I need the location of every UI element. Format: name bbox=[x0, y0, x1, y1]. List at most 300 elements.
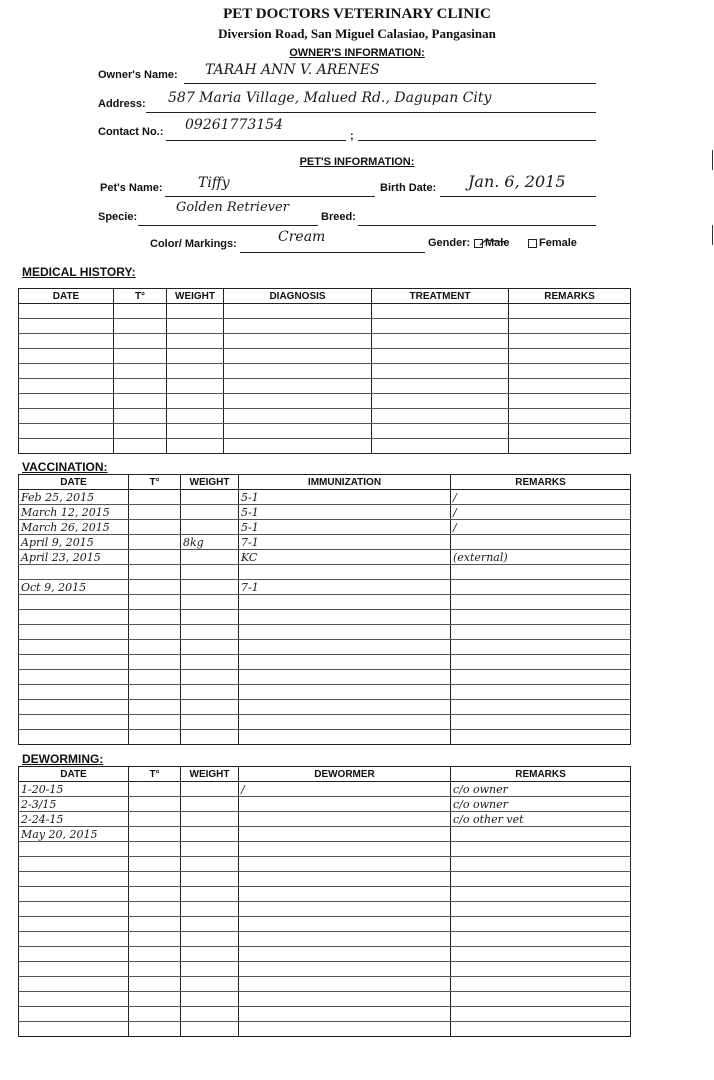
table-cell[interactable] bbox=[239, 932, 451, 947]
table-cell[interactable] bbox=[509, 319, 631, 334]
table-cell[interactable] bbox=[129, 730, 181, 745]
table-cell[interactable] bbox=[224, 394, 372, 409]
color-markings-label: Color/ Markings: bbox=[150, 238, 237, 250]
owner-section-title: OWNER'S INFORMATION: bbox=[289, 47, 425, 59]
specie-line bbox=[138, 225, 318, 226]
table-cell[interactable] bbox=[372, 304, 509, 319]
table-row bbox=[19, 349, 631, 364]
table-cell[interactable] bbox=[129, 932, 181, 947]
table-cell[interactable] bbox=[451, 887, 631, 902]
deworming-table bbox=[18, 766, 631, 1037]
table-cell[interactable] bbox=[181, 977, 239, 992]
table-cell[interactable] bbox=[239, 797, 451, 812]
table-cell[interactable] bbox=[167, 409, 224, 424]
table-cell[interactable]: / bbox=[451, 520, 631, 535]
table-cell[interactable] bbox=[224, 439, 372, 454]
table-cell[interactable] bbox=[451, 902, 631, 917]
table-cell[interactable] bbox=[19, 857, 129, 872]
table-cell[interactable] bbox=[114, 409, 167, 424]
table-cell[interactable] bbox=[129, 550, 181, 565]
table-cell[interactable] bbox=[19, 902, 129, 917]
table-cell[interactable] bbox=[167, 424, 224, 439]
table-cell[interactable] bbox=[181, 595, 239, 610]
table-cell[interactable] bbox=[129, 655, 181, 670]
table-cell[interactable] bbox=[451, 595, 631, 610]
table-cell[interactable] bbox=[19, 319, 114, 334]
table-cell[interactable] bbox=[372, 364, 509, 379]
scan-edge-mark bbox=[712, 225, 713, 245]
table-cell[interactable] bbox=[181, 490, 239, 505]
table-cell[interactable] bbox=[181, 580, 239, 595]
table-cell[interactable] bbox=[19, 379, 114, 394]
table-cell[interactable] bbox=[181, 670, 239, 685]
table-cell[interactable] bbox=[181, 887, 239, 902]
table-cell[interactable] bbox=[129, 580, 181, 595]
owner-name-label: Owner's Name: bbox=[98, 69, 178, 81]
gender-male-label: Male bbox=[485, 237, 510, 249]
table-row bbox=[19, 962, 631, 977]
table-cell[interactable] bbox=[509, 409, 631, 424]
table-cell[interactable] bbox=[451, 977, 631, 992]
table-cell[interactable] bbox=[239, 992, 451, 1007]
table-cell[interactable] bbox=[451, 685, 631, 700]
table-cell[interactable] bbox=[239, 565, 451, 580]
table-cell[interactable] bbox=[239, 947, 451, 962]
vaccination-col-header: DATE bbox=[19, 475, 129, 490]
table-cell[interactable] bbox=[372, 409, 509, 424]
table-cell[interactable] bbox=[129, 715, 181, 730]
table-cell[interactable]: May 20, 2015 bbox=[19, 827, 129, 842]
table-cell[interactable] bbox=[114, 349, 167, 364]
table-cell[interactable] bbox=[167, 364, 224, 379]
table-cell[interactable]: 5-1 bbox=[239, 520, 451, 535]
table-cell[interactable] bbox=[451, 872, 631, 887]
table-cell[interactable] bbox=[181, 715, 239, 730]
table-cell[interactable] bbox=[19, 932, 129, 947]
address-label: Address: bbox=[98, 98, 146, 110]
deworming-col-header: WEIGHT bbox=[181, 767, 239, 782]
table-cell[interactable] bbox=[181, 947, 239, 962]
table-cell[interactable] bbox=[167, 349, 224, 364]
table-cell[interactable] bbox=[19, 730, 129, 745]
vaccination-header-row bbox=[19, 475, 631, 490]
table-cell[interactable] bbox=[451, 1007, 631, 1022]
table-row bbox=[19, 842, 631, 857]
table-cell[interactable] bbox=[19, 685, 129, 700]
table-cell[interactable] bbox=[129, 610, 181, 625]
table-cell[interactable]: 5-1 bbox=[239, 490, 451, 505]
table-cell[interactable] bbox=[114, 379, 167, 394]
table-cell[interactable] bbox=[509, 379, 631, 394]
owner-name-value: TARAH ANN V. ARENES bbox=[205, 62, 380, 78]
medical-history-col-header: TREATMENT bbox=[372, 289, 509, 304]
clinic-address: Diversion Road, San Miguel Calasiao, Pangasinan bbox=[218, 26, 496, 41]
table-cell[interactable] bbox=[181, 520, 239, 535]
table-cell[interactable] bbox=[181, 505, 239, 520]
table-cell[interactable] bbox=[19, 565, 129, 580]
table-cell[interactable]: / bbox=[451, 490, 631, 505]
table-cell[interactable] bbox=[19, 1022, 129, 1037]
table-cell[interactable] bbox=[239, 610, 451, 625]
table-cell[interactable] bbox=[181, 1022, 239, 1037]
table-cell[interactable]: 2-3/15 bbox=[19, 797, 129, 812]
table-cell[interactable] bbox=[181, 812, 239, 827]
table-cell[interactable] bbox=[181, 655, 239, 670]
medical-history-header-row bbox=[19, 289, 631, 304]
table-row bbox=[19, 334, 631, 349]
table-row bbox=[19, 610, 631, 625]
table-cell[interactable] bbox=[129, 872, 181, 887]
table-cell[interactable] bbox=[129, 1022, 181, 1037]
female-checkbox-icon[interactable] bbox=[528, 239, 537, 248]
table-row bbox=[19, 797, 631, 812]
deworming-col-header: REMARKS bbox=[451, 767, 631, 782]
table-cell[interactable] bbox=[239, 917, 451, 932]
table-cell[interactable] bbox=[129, 505, 181, 520]
table-cell[interactable] bbox=[451, 625, 631, 640]
table-cell[interactable] bbox=[451, 962, 631, 977]
table-cell[interactable] bbox=[129, 947, 181, 962]
table-cell[interactable] bbox=[181, 700, 239, 715]
table-cell[interactable] bbox=[19, 992, 129, 1007]
table-cell[interactable] bbox=[224, 379, 372, 394]
table-cell[interactable] bbox=[19, 977, 129, 992]
table-row bbox=[19, 520, 631, 535]
table-cell[interactable] bbox=[372, 334, 509, 349]
table-cell[interactable] bbox=[114, 364, 167, 379]
table-row bbox=[19, 887, 631, 902]
table-cell[interactable] bbox=[451, 827, 631, 842]
table-cell[interactable]: 7-1 bbox=[239, 535, 451, 550]
table-cell[interactable]: 1-20-15 bbox=[19, 782, 129, 797]
table-cell[interactable] bbox=[114, 424, 167, 439]
table-cell[interactable] bbox=[181, 962, 239, 977]
contact-line-1 bbox=[166, 140, 346, 141]
table-cell[interactable] bbox=[451, 640, 631, 655]
table-cell[interactable]: 5-1 bbox=[239, 505, 451, 520]
table-cell[interactable] bbox=[167, 394, 224, 409]
table-cell[interactable] bbox=[181, 610, 239, 625]
table-row bbox=[19, 947, 631, 962]
table-cell[interactable] bbox=[239, 1007, 451, 1022]
table-cell[interactable] bbox=[224, 334, 372, 349]
table-cell[interactable] bbox=[509, 349, 631, 364]
contact-line-2 bbox=[358, 140, 596, 141]
table-cell[interactable] bbox=[181, 640, 239, 655]
table-cell[interactable] bbox=[19, 610, 129, 625]
table-cell[interactable] bbox=[129, 670, 181, 685]
table-cell[interactable] bbox=[129, 535, 181, 550]
table-cell[interactable] bbox=[19, 640, 129, 655]
table-cell[interactable] bbox=[372, 319, 509, 334]
table-row bbox=[19, 304, 631, 319]
medical-history-table bbox=[18, 288, 631, 454]
address-value: 587 Maria Village, Malued Rd., Dagupan City bbox=[168, 90, 492, 106]
table-cell[interactable] bbox=[451, 1022, 631, 1037]
table-cell[interactable] bbox=[181, 872, 239, 887]
table-cell[interactable] bbox=[451, 655, 631, 670]
table-cell[interactable]: KC bbox=[239, 550, 451, 565]
table-row bbox=[19, 782, 631, 797]
table-cell[interactable] bbox=[129, 917, 181, 932]
table-cell[interactable] bbox=[19, 655, 129, 670]
table-row bbox=[19, 917, 631, 932]
table-cell[interactable] bbox=[19, 625, 129, 640]
table-cell[interactable] bbox=[224, 424, 372, 439]
table-cell[interactable]: / bbox=[239, 782, 451, 797]
table-cell[interactable] bbox=[509, 304, 631, 319]
table-cell[interactable] bbox=[451, 857, 631, 872]
table-cell[interactable] bbox=[129, 797, 181, 812]
table-row bbox=[19, 625, 631, 640]
table-row bbox=[19, 319, 631, 334]
table-row bbox=[19, 490, 631, 505]
medical-history-col-header: DATE bbox=[19, 289, 114, 304]
table-cell[interactable] bbox=[19, 364, 114, 379]
contact-label: Contact No.: bbox=[98, 126, 164, 138]
table-cell[interactable] bbox=[239, 842, 451, 857]
table-row bbox=[19, 640, 631, 655]
owner-name-line bbox=[184, 83, 596, 84]
table-cell[interactable]: (external) bbox=[451, 550, 631, 565]
table-row bbox=[19, 364, 631, 379]
table-cell[interactable] bbox=[19, 872, 129, 887]
table-cell[interactable] bbox=[19, 424, 114, 439]
table-cell[interactable] bbox=[114, 439, 167, 454]
table-cell[interactable] bbox=[509, 439, 631, 454]
table-cell[interactable] bbox=[167, 334, 224, 349]
table-cell[interactable] bbox=[181, 932, 239, 947]
table-cell[interactable] bbox=[129, 640, 181, 655]
table-cell[interactable] bbox=[129, 1007, 181, 1022]
table-cell[interactable] bbox=[181, 797, 239, 812]
table-row bbox=[19, 379, 631, 394]
table-cell[interactable] bbox=[451, 917, 631, 932]
table-cell[interactable] bbox=[19, 700, 129, 715]
birth-date-line bbox=[440, 196, 596, 197]
table-cell[interactable] bbox=[239, 715, 451, 730]
table-cell[interactable] bbox=[239, 827, 451, 842]
table-cell[interactable] bbox=[239, 872, 451, 887]
table-cell[interactable] bbox=[372, 439, 509, 454]
table-cell[interactable] bbox=[451, 670, 631, 685]
table-cell[interactable] bbox=[129, 565, 181, 580]
table-cell[interactable] bbox=[114, 394, 167, 409]
table-cell[interactable] bbox=[114, 334, 167, 349]
table-cell[interactable]: c/o other vet bbox=[451, 812, 631, 827]
table-cell[interactable] bbox=[451, 947, 631, 962]
table-cell[interactable] bbox=[181, 565, 239, 580]
table-cell[interactable] bbox=[451, 932, 631, 947]
table-cell[interactable] bbox=[129, 977, 181, 992]
table-cell[interactable]: Oct 9, 2015 bbox=[19, 580, 129, 595]
table-cell[interactable] bbox=[167, 379, 224, 394]
medical-history-col-header: REMARKS bbox=[509, 289, 631, 304]
table-cell[interactable] bbox=[167, 319, 224, 334]
table-cell[interactable] bbox=[239, 887, 451, 902]
contact-separator: ; bbox=[350, 130, 354, 142]
table-cell[interactable] bbox=[19, 595, 129, 610]
table-cell[interactable] bbox=[129, 595, 181, 610]
table-cell[interactable] bbox=[19, 842, 129, 857]
table-cell[interactable] bbox=[224, 304, 372, 319]
vaccination-table bbox=[18, 474, 631, 745]
color-markings-value: Cream bbox=[278, 229, 326, 245]
table-cell[interactable]: April 23, 2015 bbox=[19, 550, 129, 565]
table-cell[interactable] bbox=[451, 610, 631, 625]
table-cell[interactable] bbox=[181, 550, 239, 565]
table-cell[interactable] bbox=[181, 992, 239, 1007]
gender-female-option[interactable] bbox=[528, 237, 577, 249]
table-cell[interactable] bbox=[129, 857, 181, 872]
table-cell[interactable] bbox=[239, 595, 451, 610]
table-cell[interactable] bbox=[167, 304, 224, 319]
pet-name-line bbox=[165, 196, 375, 197]
table-row bbox=[19, 685, 631, 700]
table-cell[interactable] bbox=[129, 812, 181, 827]
table-row bbox=[19, 1022, 631, 1037]
table-cell[interactable] bbox=[239, 625, 451, 640]
medical-history-col-header: WEIGHT bbox=[167, 289, 224, 304]
vaccination-col-header: WEIGHT bbox=[181, 475, 239, 490]
table-cell[interactable] bbox=[372, 424, 509, 439]
table-cell[interactable] bbox=[239, 902, 451, 917]
table-cell[interactable] bbox=[509, 334, 631, 349]
contact-value: 09261773154 bbox=[185, 117, 283, 133]
table-cell[interactable] bbox=[114, 319, 167, 334]
table-cell[interactable] bbox=[451, 992, 631, 1007]
table-cell[interactable] bbox=[239, 962, 451, 977]
table-cell[interactable]: 2-24-15 bbox=[19, 812, 129, 827]
table-cell[interactable] bbox=[181, 827, 239, 842]
table-cell[interactable] bbox=[19, 947, 129, 962]
table-cell[interactable] bbox=[224, 364, 372, 379]
table-cell[interactable] bbox=[129, 782, 181, 797]
table-cell[interactable] bbox=[19, 962, 129, 977]
table-cell[interactable]: 7-1 bbox=[239, 580, 451, 595]
table-cell[interactable] bbox=[129, 685, 181, 700]
table-row bbox=[19, 580, 631, 595]
table-cell[interactable] bbox=[181, 842, 239, 857]
table-row bbox=[19, 439, 631, 454]
table-cell[interactable] bbox=[509, 424, 631, 439]
medical-history-col-header: DIAGNOSIS bbox=[224, 289, 372, 304]
table-cell[interactable] bbox=[224, 319, 372, 334]
table-cell[interactable] bbox=[181, 902, 239, 917]
table-cell[interactable] bbox=[224, 409, 372, 424]
table-cell[interactable] bbox=[239, 812, 451, 827]
table-cell[interactable] bbox=[19, 887, 129, 902]
table-cell[interactable] bbox=[129, 520, 181, 535]
table-cell[interactable] bbox=[19, 715, 129, 730]
deworming-title: DEWORMING: bbox=[22, 752, 104, 766]
table-cell[interactable] bbox=[451, 842, 631, 857]
breed-line bbox=[358, 225, 596, 226]
table-cell[interactable] bbox=[239, 977, 451, 992]
table-cell[interactable] bbox=[19, 394, 114, 409]
table-cell[interactable] bbox=[181, 625, 239, 640]
table-cell[interactable] bbox=[19, 439, 114, 454]
table-cell[interactable] bbox=[19, 409, 114, 424]
table-cell[interactable] bbox=[451, 565, 631, 580]
table-cell[interactable]: / bbox=[451, 505, 631, 520]
table-cell[interactable] bbox=[19, 304, 114, 319]
table-cell[interactable] bbox=[129, 962, 181, 977]
medical-history-title: MEDICAL HISTORY: bbox=[22, 265, 136, 279]
table-cell[interactable] bbox=[451, 580, 631, 595]
table-cell[interactable] bbox=[181, 1007, 239, 1022]
table-cell[interactable] bbox=[19, 917, 129, 932]
table-cell[interactable]: April 9, 2015 bbox=[19, 535, 129, 550]
table-cell[interactable] bbox=[129, 827, 181, 842]
table-cell[interactable] bbox=[451, 535, 631, 550]
table-cell[interactable] bbox=[509, 394, 631, 409]
table-cell[interactable] bbox=[451, 730, 631, 745]
table-cell[interactable] bbox=[181, 782, 239, 797]
table-cell[interactable] bbox=[181, 730, 239, 745]
table-row bbox=[19, 715, 631, 730]
table-cell[interactable] bbox=[129, 992, 181, 1007]
table-cell[interactable] bbox=[181, 685, 239, 700]
table-cell[interactable] bbox=[239, 670, 451, 685]
table-cell[interactable]: March 26, 2015 bbox=[19, 520, 129, 535]
table-cell[interactable] bbox=[129, 700, 181, 715]
table-cell[interactable]: Feb 25, 2015 bbox=[19, 490, 129, 505]
table-cell[interactable]: c/o owner bbox=[451, 782, 631, 797]
table-cell[interactable] bbox=[129, 490, 181, 505]
pet-section-title: PET'S INFORMATION: bbox=[299, 156, 415, 168]
table-cell[interactable]: March 12, 2015 bbox=[19, 505, 129, 520]
table-cell[interactable] bbox=[239, 857, 451, 872]
table-row bbox=[19, 595, 631, 610]
table-cell[interactable] bbox=[114, 304, 167, 319]
table-cell[interactable] bbox=[239, 685, 451, 700]
table-row bbox=[19, 857, 631, 872]
birth-date-value: Jan. 6, 2015 bbox=[468, 172, 566, 191]
table-cell[interactable] bbox=[509, 364, 631, 379]
table-row bbox=[19, 409, 631, 424]
color-markings-line bbox=[240, 252, 425, 253]
table-cell[interactable] bbox=[19, 334, 114, 349]
table-cell[interactable] bbox=[181, 917, 239, 932]
table-cell[interactable] bbox=[129, 902, 181, 917]
table-cell[interactable]: c/o owner bbox=[451, 797, 631, 812]
table-cell[interactable] bbox=[451, 700, 631, 715]
table-row bbox=[19, 670, 631, 685]
table-cell[interactable] bbox=[129, 887, 181, 902]
table-cell[interactable] bbox=[372, 379, 509, 394]
table-cell[interactable] bbox=[19, 1007, 129, 1022]
table-cell[interactable] bbox=[239, 700, 451, 715]
table-cell[interactable]: 8kg bbox=[181, 535, 239, 550]
table-cell[interactable] bbox=[224, 349, 372, 364]
table-cell[interactable] bbox=[372, 349, 509, 364]
table-cell[interactable] bbox=[239, 730, 451, 745]
table-cell[interactable] bbox=[451, 715, 631, 730]
table-cell[interactable] bbox=[239, 640, 451, 655]
table-cell[interactable] bbox=[372, 394, 509, 409]
table-cell[interactable] bbox=[19, 349, 114, 364]
table-cell[interactable] bbox=[19, 670, 129, 685]
table-cell[interactable] bbox=[129, 625, 181, 640]
table-cell[interactable] bbox=[239, 655, 451, 670]
table-row bbox=[19, 424, 631, 439]
table-cell[interactable] bbox=[167, 439, 224, 454]
table-cell[interactable] bbox=[129, 842, 181, 857]
table-cell[interactable] bbox=[239, 1022, 451, 1037]
specie-label: Specie: bbox=[98, 211, 138, 223]
table-cell[interactable] bbox=[181, 857, 239, 872]
